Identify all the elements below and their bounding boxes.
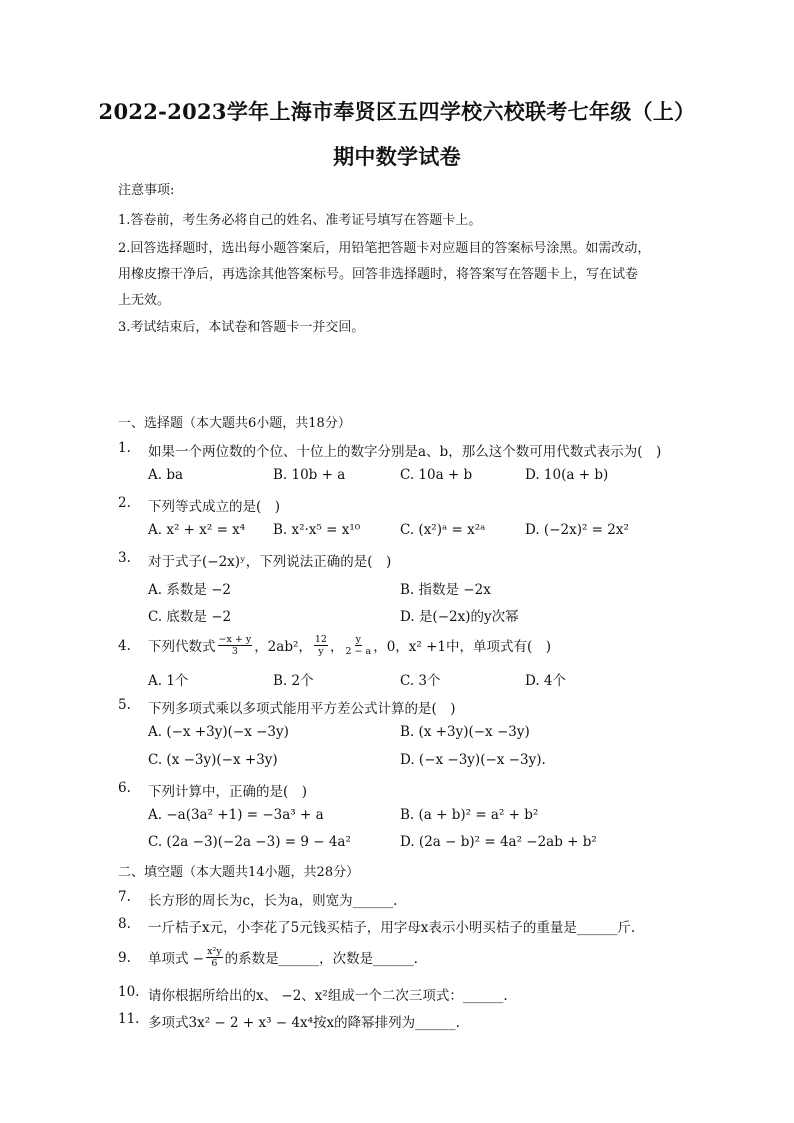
option-a: A. (−x +3y)(−x −3y) xyxy=(148,724,289,740)
option-c: C. (x −3y)(−x +3y) xyxy=(148,752,278,768)
fraction-denominator: 2 − a xyxy=(345,645,372,657)
question-text-q4 xyxy=(148,628,551,662)
option-a: A. 1个 xyxy=(148,673,189,689)
q4-text-part: ，0，x² +1中，单项式有( ) xyxy=(373,639,552,655)
notice-item: 2.回答选择题时，选出每小题答案后，用铅笔把答题卡对应题目的答案标号涂黑。如需改动， xyxy=(118,241,651,256)
option-d: D. (−2x)² = 2x² xyxy=(525,522,629,538)
option-b: B. 2个 xyxy=(273,673,314,689)
question-number: 5. xyxy=(118,697,131,713)
question-number: 9. xyxy=(118,950,131,966)
option-b: B. 指数是 −2x xyxy=(400,582,491,598)
notice-item: 1.答卷前，考生务必将自己的姓名、准考证号填写在答题卡上。 xyxy=(118,213,482,228)
option-a: A. 系数是 −2 xyxy=(148,582,232,598)
notice-item: 用橡皮擦干净后，再选涂其他答案标号。回答非选择题时，将答案写在答题卡上，写在试卷 xyxy=(118,267,639,282)
page-title: 2022-2023学年上海市奉贤区五四学校六校联考七年级（上） xyxy=(98,99,696,124)
option-d: D. (−x −3y)(−x −3y). xyxy=(400,752,546,768)
option-d: D. (2a − b)² = 4a² −2ab + b² xyxy=(400,834,597,850)
question-number: 7. xyxy=(118,889,131,905)
fraction-denominator: 3 xyxy=(231,645,238,657)
fraction-numerator: 12 xyxy=(314,633,327,645)
fraction-numerator: y xyxy=(355,633,362,645)
q4-text-part: ， xyxy=(329,639,344,655)
fraction xyxy=(218,634,253,657)
page-subtitle: 期中数学试卷 xyxy=(333,144,461,169)
section-heading-fill: 二、填空题（本大题共14小题，共28分） xyxy=(118,865,360,880)
option-a: A. −a(3a² +1) = −3a³ + a xyxy=(148,807,324,823)
question-number: 10. xyxy=(118,984,140,1000)
question-number: 4. xyxy=(118,638,131,654)
question-text: 如果一个两位数的个位、十位上的数字分别是a、b，那么这个数可用代数式表示为( ) xyxy=(148,444,662,460)
question-number: 8. xyxy=(118,916,131,932)
question-text: 下列计算中，正确的是( ) xyxy=(148,784,308,800)
q4-text-part: ，2ab²， xyxy=(254,639,312,655)
fraction xyxy=(206,946,223,969)
question-text: 长方形的周长为c，长为a，则宽为______. xyxy=(148,893,398,909)
notice-item: 上无效。 xyxy=(118,293,171,308)
fraction-denominator: y xyxy=(318,645,324,657)
question-text-q9 xyxy=(148,940,418,974)
option-b: B. (a + b)² = a² + b² xyxy=(400,807,539,823)
option-c: C. (x²)ᵃ = x²ᵃ xyxy=(400,522,486,538)
question-number: 2. xyxy=(118,495,131,511)
question-number: 1. xyxy=(118,440,131,456)
option-b: B. 10b + a xyxy=(273,467,346,483)
question-number: 11. xyxy=(118,1011,140,1027)
option-c: C. 3个 xyxy=(400,673,441,689)
option-c: C. 10a + b xyxy=(400,467,473,483)
option-a: A. ba xyxy=(148,467,184,483)
fraction xyxy=(345,634,371,657)
option-b: B. (x +3y)(−x −3y) xyxy=(400,724,530,740)
notice-heading: 注意事项: xyxy=(118,183,175,198)
q4-text-part: 下列代数式 xyxy=(148,639,216,655)
question-text: 对于式子(−2x)ʸ，下列说法正确的是( ) xyxy=(148,554,392,570)
fraction xyxy=(314,634,328,657)
question-text: 一斤桔子x元，小李花了5元钱买桔子，用字母x表示小明买桔子的重量是______斤. xyxy=(148,920,636,936)
question-text: 下列等式成立的是( ) xyxy=(148,499,281,515)
fraction-denominator: 6 xyxy=(211,957,218,969)
option-c: C. (2a −3)(−2a −3) = 9 − 4a² xyxy=(148,834,351,850)
question-number: 3. xyxy=(118,550,131,566)
option-d: D. 是(−2x)的y次幂 xyxy=(400,609,519,625)
option-c: C. 底数是 −2 xyxy=(148,609,232,625)
question-number: 6. xyxy=(118,780,131,796)
question-text: 请你根据所给出的x、 −2、x²组成一个二次三项式：______. xyxy=(148,988,508,1004)
section-heading-choice: 一、选择题（本大题共6小题，共18分） xyxy=(118,416,351,431)
option-b: B. x²·x⁵ = x¹⁰ xyxy=(273,522,361,538)
q9-text-part: 单项式 − xyxy=(148,951,205,967)
option-d: D. 4个 xyxy=(525,673,567,689)
notice-item: 3.考试结束后，本试卷和答题卡一并交回。 xyxy=(118,320,365,335)
q9-text-part: 的系数是______，次数是______. xyxy=(224,951,418,967)
question-text: 下列多项式乘以多项式能用平方差公式计算的是( ) xyxy=(148,701,456,717)
option-a: A. x² + x² = x⁴ xyxy=(148,522,246,538)
question-text: 多项式3x² − 2 + x³ − 4x⁴按x的降幂排列为______. xyxy=(148,1015,460,1031)
fraction-numerator: −x + y xyxy=(218,633,252,645)
fraction-numerator: x²y xyxy=(207,945,222,957)
option-d: D. 10(a + b) xyxy=(525,467,609,483)
